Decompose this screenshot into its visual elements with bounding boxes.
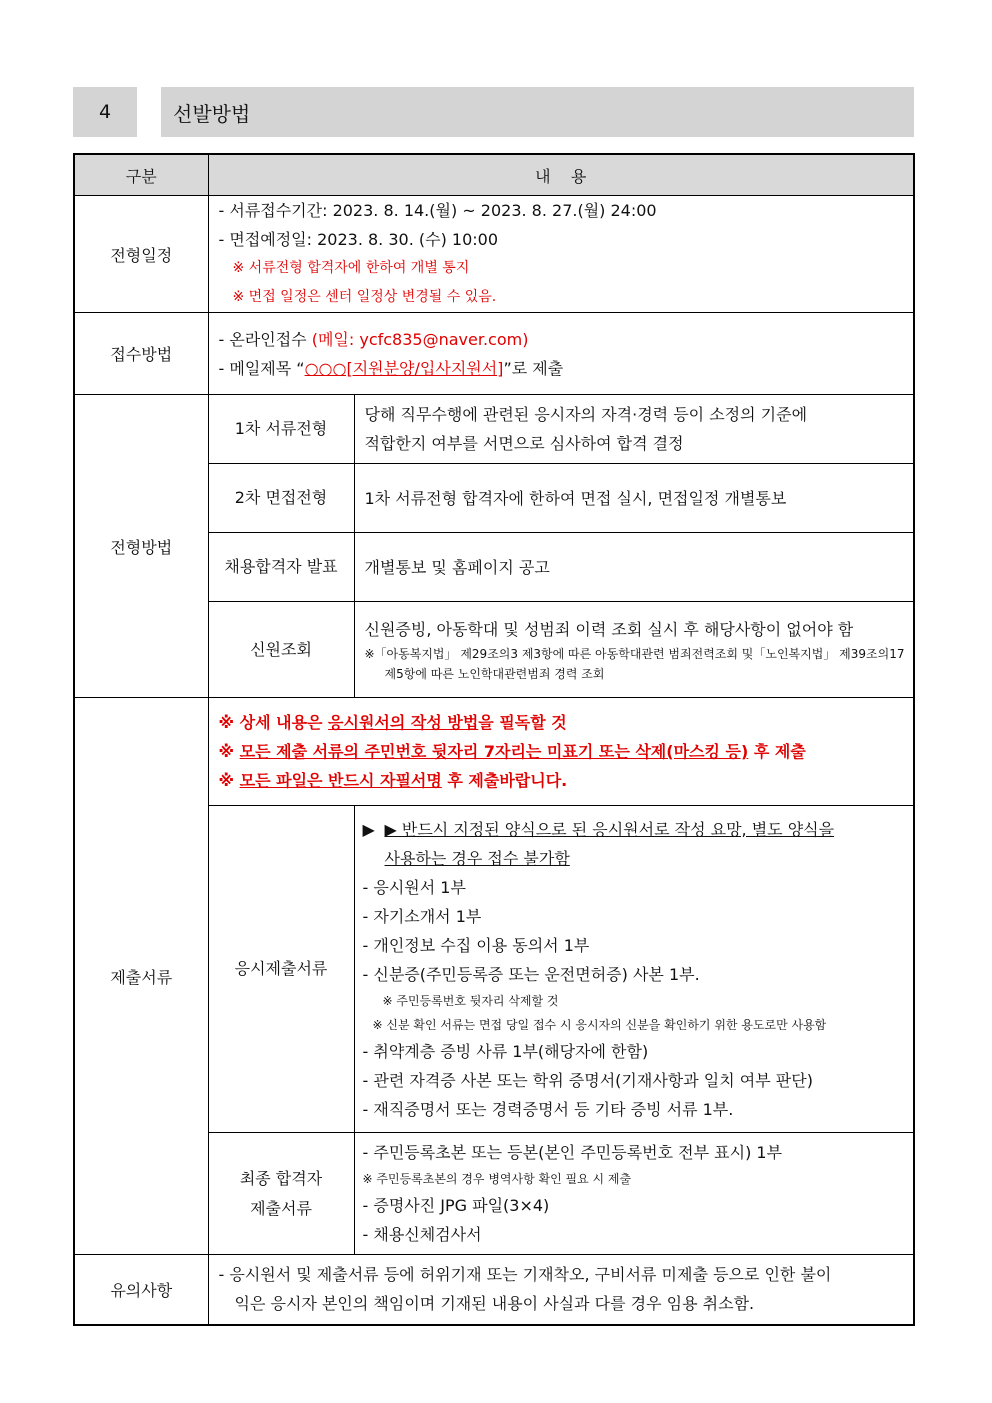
warning-post: 후 제출 bbox=[748, 742, 806, 761]
caution-line: 익은 응시자 본인의 책임이며 기재된 내용이 사실과 다를 경우 임용 취소함. bbox=[234, 1294, 755, 1314]
warning-pre: ※ 상세 내용은 bbox=[218, 713, 329, 732]
doc-item: - 재직증명서 또는 경력증명서 등 기타 증빙 서류 1부. bbox=[362, 1099, 734, 1119]
warning-pre: ※ bbox=[218, 742, 240, 761]
method-line: 1차 서류전형 합격자에 한하여 면접 실시, 면접일정 개별통보 bbox=[364, 488, 787, 508]
caution-content bbox=[208, 1255, 914, 1325]
schedule-line: - 면접예정일: 2023. 8. 30. (수) 10:00 bbox=[218, 230, 499, 249]
method-line: 적합한지 여부를 서면으로 심사하여 합격 결정 bbox=[364, 434, 684, 453]
doc-item: - 관련 자격증 사본 또는 학위 증명서(기재사항과 일치 여부 판단) bbox=[362, 1070, 813, 1090]
doc-item: - 주민등록초본 또는 등본(본인 주민등록번호 전부 표시) 1부 bbox=[362, 1143, 783, 1162]
method-line: 신원증빙, 아동학대 및 성범죄 이력 조회 실시 후 해당사항이 없어야 함 bbox=[364, 620, 854, 639]
final-docs-name bbox=[208, 1133, 354, 1255]
row-label-docs: 제출서류 bbox=[74, 698, 208, 1255]
method-name: 2차 면접전형 bbox=[208, 464, 354, 533]
warning-emphasis: 모든 제출 서류의 주민번호 뒷자리 7자리는 미표기 또는 삭제(마스킹 등) bbox=[239, 742, 749, 761]
schedule-line: - 서류접수기간: 2023. 8. 14.(월) ~ 2023. 8. 27.(월) 24:00 bbox=[218, 201, 657, 220]
schedule-note: ※ 서류전형 합격자에 한하여 개별 통지 bbox=[232, 260, 470, 276]
docs-warning bbox=[219, 708, 904, 737]
col-header-content: 내 용 bbox=[208, 154, 914, 196]
row-label-apply: 접수방법 bbox=[74, 313, 208, 395]
mail-subject-suffix: ”로 제출 bbox=[503, 358, 564, 378]
doc-note: ※ 주민등록번호 뒷자리 삭제할 것 bbox=[382, 993, 559, 1008]
warning-pre: ※ bbox=[218, 771, 240, 790]
warning-post: 을 필독할 것 bbox=[478, 713, 567, 732]
final-docs-content bbox=[354, 1133, 914, 1255]
doc-item: - 취약계층 증빙 사류 1부(해당자에 한함) bbox=[362, 1041, 649, 1061]
mail-subject: ○○○[지원분양/입사지원서] bbox=[304, 358, 504, 378]
method-text bbox=[354, 395, 914, 464]
mail-subject-label: - 메일제목 “ bbox=[218, 358, 305, 378]
caution-line: - 응시원서 및 제출서류 등에 허위기재 또는 기재착오, 구비서류 미제출 등으로 인한 불이 bbox=[218, 1265, 832, 1285]
doc-item: - 채용신체검사서 bbox=[362, 1225, 482, 1244]
doc-item: - 응시원서 1부 bbox=[362, 877, 466, 897]
doc-item: - 신분증(주민등록증 또는 운전면허증) 사본 1부. bbox=[362, 964, 700, 984]
method-name: 1차 서류전형 bbox=[208, 395, 354, 464]
row-label-method: 전형방법 bbox=[74, 395, 208, 698]
warning-emphasis: 응시원서의 작성 방법 bbox=[328, 713, 479, 732]
selection-table bbox=[73, 153, 915, 1326]
docs-warnings bbox=[208, 698, 914, 806]
method-note: ※「아동복지법」 제29조의3 제3항에 따른 아동학대관련 범죄전력조회 및「노인복지법」 제39조의17 bbox=[364, 647, 905, 661]
method-text bbox=[354, 533, 914, 602]
doc-note: ※ 신분 확인 서류는 면접 당일 접수 시 응시자의 신분을 확인하기 위한 용도로만 사용함 bbox=[372, 1017, 827, 1032]
final-docs-name-line: 최종 합격자 bbox=[239, 1168, 323, 1188]
method-line: 개별통보 및 홈페이지 공고 bbox=[364, 557, 550, 577]
row-label-caution: 유의사항 bbox=[74, 1255, 208, 1325]
method-line: 당해 직무수행에 관련된 응시자의 자격·경력 등이 소정의 기준에 bbox=[364, 405, 808, 424]
method-name: 신원조회 bbox=[208, 602, 354, 698]
method-text bbox=[354, 602, 914, 698]
docs-notice: ▶ ▶ 반드시 지정된 양식으로 된 응시원서로 작성 요망, 별도 양식을 bbox=[362, 819, 835, 839]
doc-item: - 증명사진 JPG 파일(3×4) bbox=[362, 1196, 550, 1215]
applicant-docs-name: 응시제출서류 bbox=[208, 806, 354, 1133]
schedule-content bbox=[208, 196, 914, 313]
docs-warning bbox=[219, 737, 904, 766]
method-text bbox=[354, 464, 914, 533]
docs-warning bbox=[219, 766, 904, 795]
docs-notice: 사용하는 경우 접수 불가함 bbox=[384, 848, 570, 868]
section-title: 선발방법 bbox=[161, 87, 914, 137]
doc-note: ※ 주민등록초본의 경우 병역사항 확인 필요 시 제출 bbox=[362, 1172, 632, 1186]
warning-post: 후 제출바랍니다. bbox=[441, 771, 568, 790]
apply-line bbox=[219, 354, 904, 383]
apply-line bbox=[219, 325, 904, 354]
schedule-note: ※ 면접 일정은 센터 일정상 변경될 수 있음. bbox=[232, 289, 497, 305]
final-docs-name-line: 제출서류 bbox=[250, 1198, 312, 1218]
warning-emphasis: 모든 파일은 반드시 자필서명 bbox=[239, 771, 442, 790]
section-number: 4 bbox=[73, 87, 137, 137]
method-name: 채용합격자 발표 bbox=[208, 533, 354, 602]
apply-online-label: - 온라인접수 bbox=[218, 329, 312, 349]
notice-text: ▶ 반드시 지정된 양식으로 된 응시원서로 작성 요망, 별도 양식을 bbox=[384, 819, 835, 839]
row-label-schedule: 전형일정 bbox=[74, 196, 208, 313]
doc-item: - 개인정보 수집 이용 동의서 1부 bbox=[362, 935, 590, 955]
apply-content bbox=[208, 313, 914, 395]
doc-item: - 자기소개서 1부 bbox=[362, 906, 482, 926]
method-note: 제5항에 따른 노인학대관련범죄 경력 조회 bbox=[384, 667, 605, 681]
apply-email: (메일: ycfc835@naver.com) bbox=[311, 329, 529, 349]
applicant-docs-content bbox=[354, 806, 914, 1133]
col-header-category: 구분 bbox=[74, 154, 208, 196]
